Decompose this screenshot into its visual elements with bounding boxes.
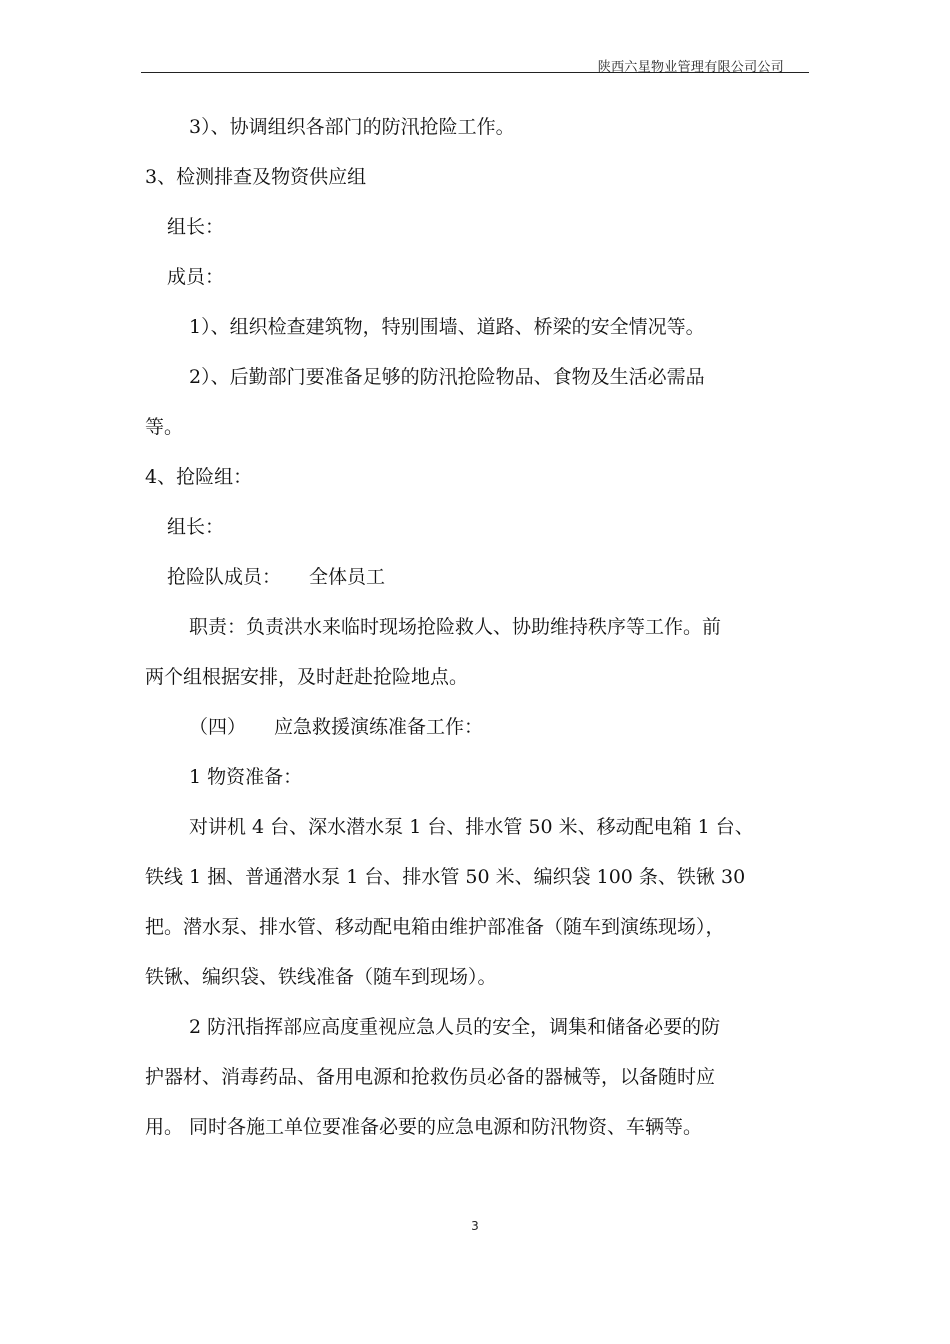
header-company-name: 陕西六星物业管理有限公司公司 <box>597 60 784 75</box>
paragraph: 组长： <box>167 216 225 238</box>
paragraph: 铁线 1 捆、普通潜水泵 1 台、排水管 50 米、编织袋 100 条、铁锹 30 <box>145 866 746 888</box>
field-value: 全体员工 <box>309 566 386 588</box>
section-heading: 4、抢险组： <box>145 466 253 488</box>
paragraph: 护器材、消毒药品、备用电源和抢救伤员必备的器械等，以备随时应 <box>145 1066 716 1088</box>
paragraph: 铁锹、编织袋、铁线准备（随车到现场）。 <box>145 966 497 988</box>
paragraph: 两个组根据安排，及时赶赴抢险地点。 <box>145 666 469 688</box>
paragraph: 组长： <box>167 516 225 538</box>
paragraph: 2 防汛指挥部应高度重视应急人员的安全，调集和储备必要的防 <box>189 1016 721 1038</box>
paragraph: 职责：负责洪水来临时现场抢险救人、协助维持秩序等工作。前 <box>189 616 722 638</box>
paragraph: 2）、后勤部门要准备足够的防汛抢险物品、食物及生活必需品 <box>189 366 705 388</box>
subsection-number: （四） <box>189 716 247 738</box>
paragraph <box>145 552 810 602</box>
header-divider <box>141 72 809 73</box>
paragraph: 1）、组织检查建筑物，特别围墙、道路、桥梁的安全情况等。 <box>189 316 705 338</box>
field-label: 抢险队成员： <box>167 566 282 588</box>
paragraph: 用。 同时各施工单位要准备必要的应急电源和防汛物资、车辆等。 <box>145 1116 703 1138</box>
paragraph: 成员： <box>167 266 225 288</box>
paragraph: 1 物资准备： <box>189 766 303 788</box>
subsection-heading <box>145 702 810 752</box>
document-body <box>145 102 810 1152</box>
page-number: 3 <box>471 1219 479 1233</box>
paragraph: 对讲机 4 台、深水潜水泵 1 台、排水管 50 米、移动配电箱 1 台、 <box>189 816 754 838</box>
paragraph: 把。潜水泵、排水管、移动配电箱由维护部准备（随车到演练现场）， <box>145 916 725 938</box>
paragraph: 等。 <box>145 416 184 438</box>
section-heading: 3、检测排查及物资供应组 <box>145 166 367 188</box>
paragraph: 3）、协调组织各部门的防汛抢险工作。 <box>189 116 515 138</box>
subsection-title: 应急救援演练准备工作： <box>274 716 484 738</box>
